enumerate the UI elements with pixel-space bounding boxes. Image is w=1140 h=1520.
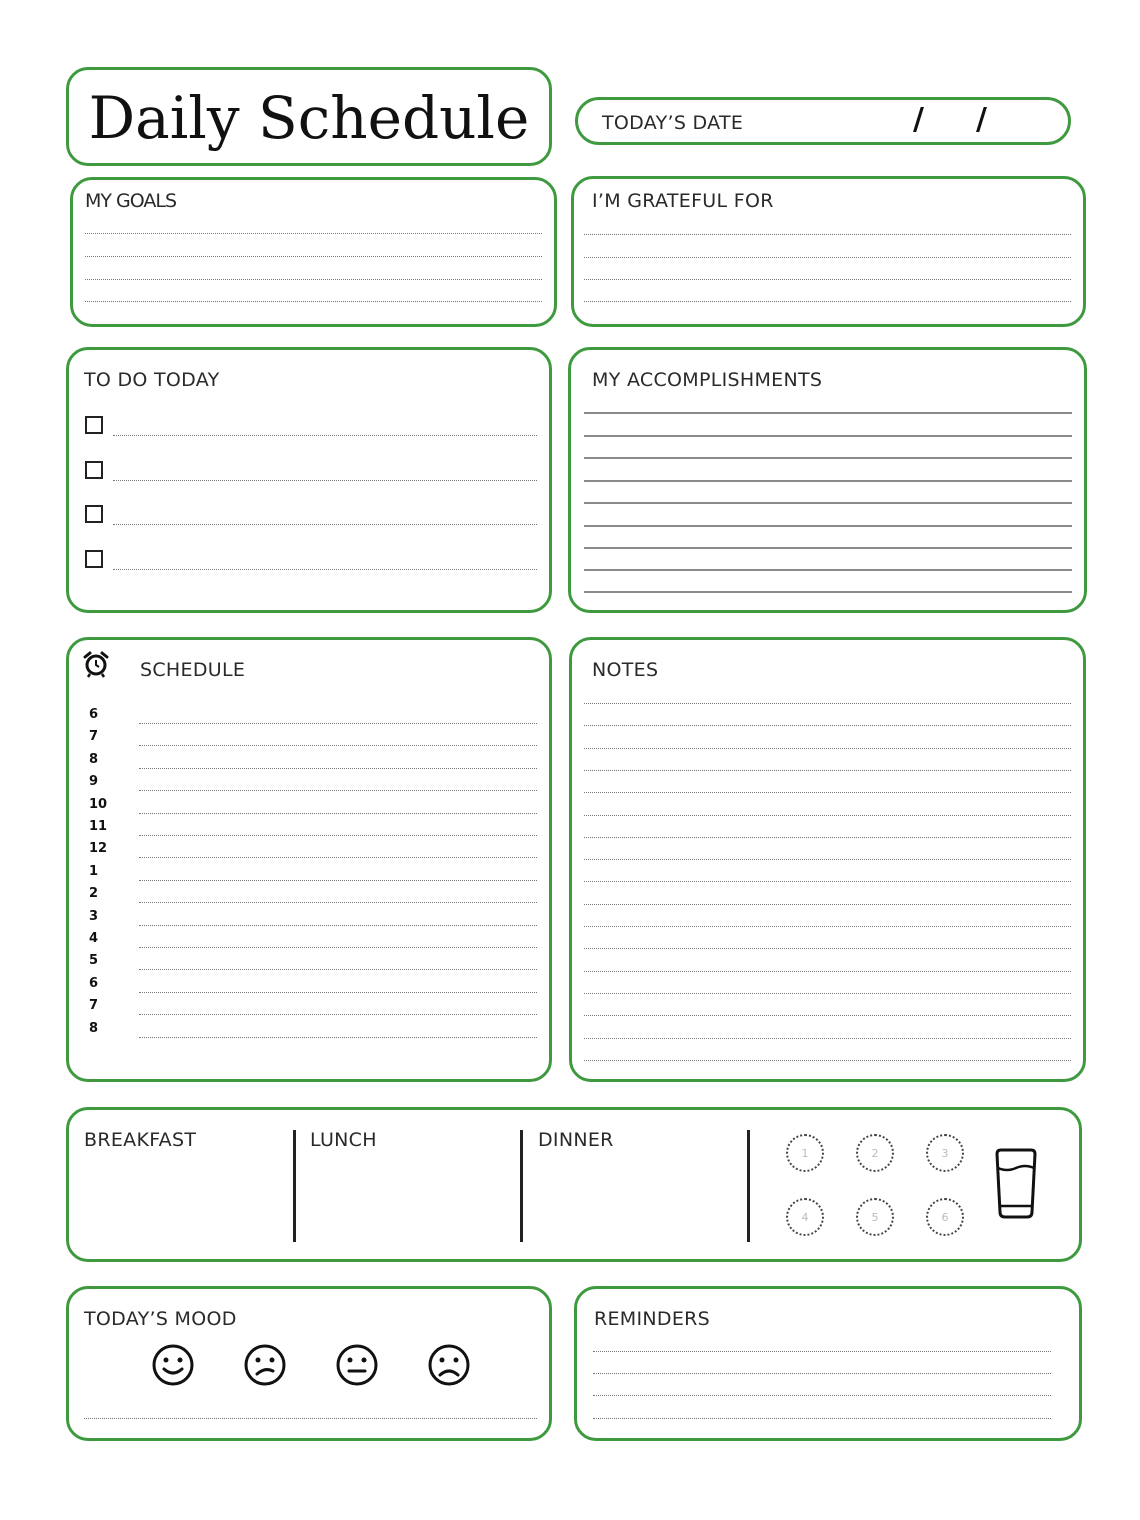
water-glass-circle-4[interactable]: 4 <box>786 1198 824 1236</box>
schedule-hour: 4 <box>89 931 99 946</box>
reminders-line[interactable] <box>593 1373 1051 1374</box>
notes-line[interactable] <box>584 748 1071 749</box>
water-glass-circle-5[interactable]: 5 <box>856 1198 894 1236</box>
water-glass-circle-3[interactable]: 3 <box>926 1134 964 1172</box>
confused-face-icon[interactable] <box>243 1343 287 1387</box>
date-separator-1: / <box>913 102 924 137</box>
todo-checkbox[interactable] <box>85 416 103 434</box>
notes-line[interactable] <box>584 815 1071 816</box>
schedule-hour: 9 <box>89 774 99 790</box>
accomplishments-line[interactable] <box>584 457 1072 459</box>
schedule-line[interactable] <box>139 857 537 858</box>
schedule-hour: 6 <box>89 707 99 722</box>
grateful-line[interactable] <box>584 234 1071 235</box>
notes-line[interactable] <box>584 1038 1071 1039</box>
meal-divider <box>520 1130 523 1242</box>
title-box <box>66 67 552 166</box>
dinner-label: DINNER <box>538 1129 614 1151</box>
todo-checkbox[interactable] <box>85 461 103 479</box>
schedule-hour: 10 <box>89 796 108 812</box>
goals-line[interactable] <box>85 279 542 280</box>
schedule-line[interactable] <box>139 768 537 769</box>
todo-label: TO DO TODAY <box>84 369 220 391</box>
schedule-hour: 8 <box>89 751 99 767</box>
todo-box <box>66 347 552 613</box>
grateful-line[interactable] <box>584 257 1071 258</box>
goals-line[interactable] <box>85 233 542 234</box>
schedule-label: SCHEDULE <box>140 659 246 681</box>
date-box <box>575 97 1071 145</box>
reminders-line[interactable] <box>593 1395 1051 1396</box>
grateful-label: I’M GRATEFUL FOR <box>592 190 774 212</box>
goals-line[interactable] <box>85 256 542 257</box>
accomplishments-label: MY ACCOMPLISHMENTS <box>592 369 823 391</box>
notes-line[interactable] <box>584 948 1071 949</box>
schedule-box <box>66 637 552 1082</box>
schedule-line[interactable] <box>139 790 537 791</box>
accomplishments-line[interactable] <box>584 502 1072 504</box>
accomplishments-line[interactable] <box>584 591 1072 593</box>
water-glass-circle-1[interactable]: 1 <box>786 1134 824 1172</box>
mood-box <box>66 1286 552 1441</box>
accomplishments-line[interactable] <box>584 547 1072 549</box>
schedule-line[interactable] <box>139 880 537 881</box>
schedule-line[interactable] <box>139 902 537 903</box>
sad-face-icon[interactable] <box>427 1343 471 1387</box>
grateful-line[interactable] <box>584 279 1071 280</box>
meals-box <box>66 1107 1082 1262</box>
notes-line[interactable] <box>584 859 1071 860</box>
page-title: Daily Schedule <box>88 84 530 152</box>
reminders-label: REMINDERS <box>594 1308 711 1330</box>
reminders-box <box>574 1286 1082 1441</box>
schedule-hour: 11 <box>89 819 108 834</box>
notes-line[interactable] <box>584 971 1071 972</box>
accomplishments-line[interactable] <box>584 480 1072 482</box>
todo-line[interactable] <box>113 435 537 436</box>
schedule-line[interactable] <box>139 1014 537 1015</box>
accomplishments-box <box>568 347 1087 613</box>
accomplishments-line[interactable] <box>584 412 1072 414</box>
date-label: TODAY’S DATE <box>602 112 744 134</box>
reminders-line[interactable] <box>593 1418 1051 1419</box>
notes-line[interactable] <box>584 1060 1071 1061</box>
notes-line[interactable] <box>584 792 1071 793</box>
meal-divider <box>293 1130 296 1242</box>
schedule-hour: 7 <box>89 729 99 745</box>
grateful-box <box>571 176 1086 327</box>
schedule-line[interactable] <box>139 1037 537 1038</box>
schedule-line[interactable] <box>139 835 537 836</box>
schedule-hour: 3 <box>89 908 99 924</box>
meal-divider <box>747 1130 750 1242</box>
todo-checkbox[interactable] <box>85 550 103 568</box>
schedule-hour: 12 <box>89 841 108 857</box>
date-separator-2: / <box>976 102 987 137</box>
schedule-line[interactable] <box>139 947 537 948</box>
grateful-line[interactable] <box>584 301 1071 302</box>
water-glass-icon <box>993 1148 1039 1220</box>
schedule-line[interactable] <box>139 925 537 926</box>
todo-line[interactable] <box>113 480 537 481</box>
todo-line[interactable] <box>113 524 537 525</box>
schedule-hour: 7 <box>89 998 99 1014</box>
goals-box <box>70 177 557 327</box>
water-glass-circle-2[interactable]: 2 <box>856 1134 894 1172</box>
notes-line[interactable] <box>584 881 1071 882</box>
happy-face-icon[interactable] <box>151 1343 195 1387</box>
notes-line[interactable] <box>584 904 1071 905</box>
alarm-clock-icon <box>82 650 110 678</box>
schedule-line[interactable] <box>139 813 537 814</box>
lunch-label: LUNCH <box>310 1129 377 1151</box>
todo-line[interactable] <box>113 569 537 570</box>
mood-label: TODAY’S MOOD <box>84 1308 237 1330</box>
notes-line[interactable] <box>584 993 1071 994</box>
schedule-hour: 2 <box>89 886 99 902</box>
notes-line[interactable] <box>584 725 1071 726</box>
schedule-hour: 5 <box>89 953 99 969</box>
notes-line[interactable] <box>584 770 1071 771</box>
schedule-line[interactable] <box>139 745 537 746</box>
accomplishments-line[interactable] <box>584 569 1072 571</box>
notes-box <box>569 637 1086 1082</box>
reminders-line[interactable] <box>593 1351 1051 1352</box>
notes-line[interactable] <box>584 837 1071 838</box>
breakfast-label: BREAKFAST <box>84 1129 197 1151</box>
schedule-hour: 6 <box>89 975 99 991</box>
notes-line[interactable] <box>584 1015 1071 1016</box>
schedule-line[interactable] <box>139 723 537 724</box>
notes-label: NOTES <box>592 659 659 681</box>
mood-line[interactable] <box>84 1418 537 1419</box>
water-glass-circle-6[interactable]: 6 <box>926 1198 964 1236</box>
goals-line[interactable] <box>85 301 542 302</box>
goals-label: MY GOALS <box>85 190 177 212</box>
schedule-line[interactable] <box>139 992 537 993</box>
schedule-hour: 1 <box>89 863 99 879</box>
notes-line[interactable] <box>584 703 1071 704</box>
schedule-hour: 8 <box>89 1020 99 1036</box>
neutral-face-icon[interactable] <box>335 1343 379 1387</box>
todo-checkbox[interactable] <box>85 505 103 523</box>
notes-line[interactable] <box>584 926 1071 927</box>
accomplishments-line[interactable] <box>584 525 1072 527</box>
accomplishments-line[interactable] <box>584 435 1072 437</box>
schedule-line[interactable] <box>139 969 537 970</box>
